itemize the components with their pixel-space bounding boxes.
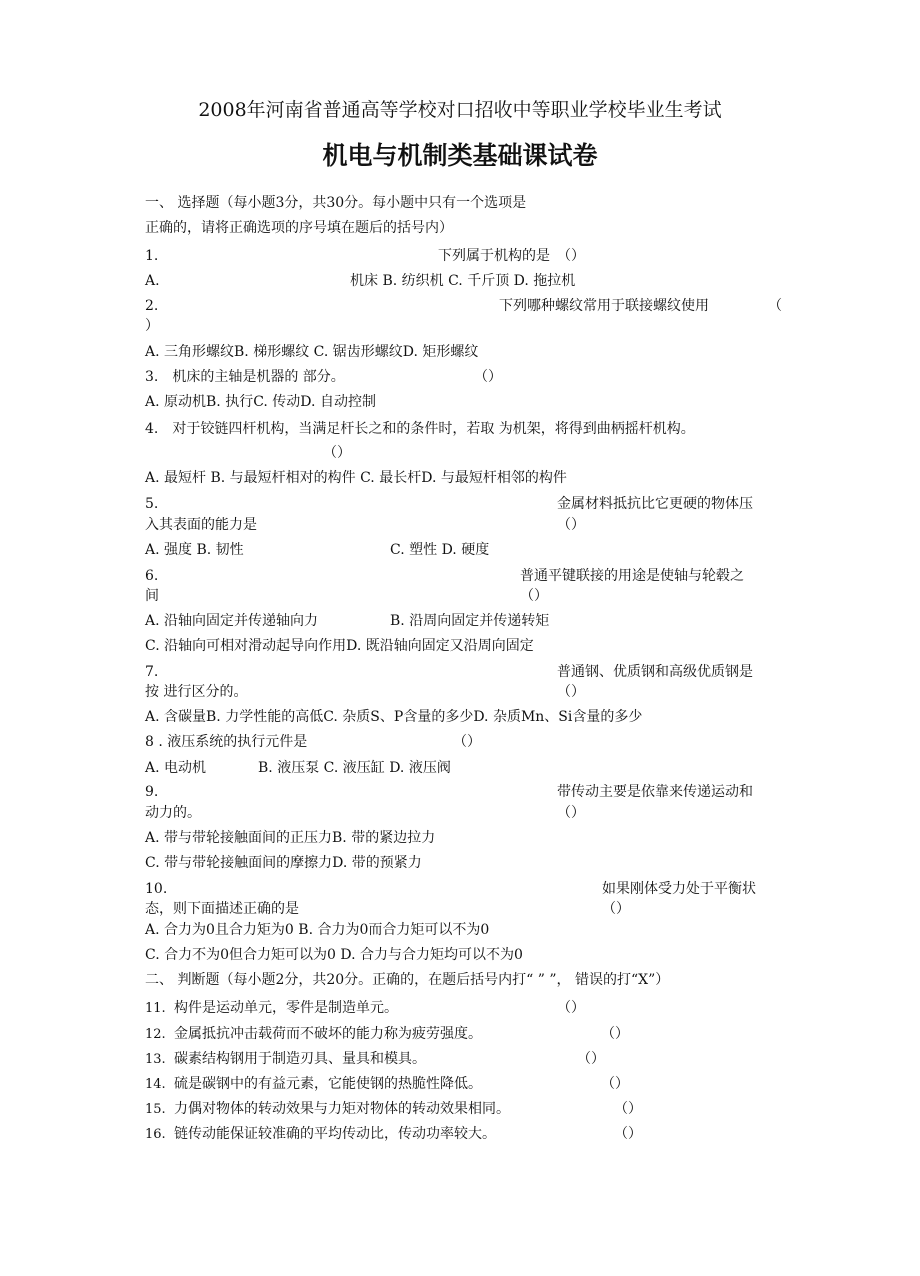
section1-header-line2: 正确的，请将正确选项的序号填在题后的括号内） (145, 220, 453, 236)
q2-number: 2. (145, 298, 159, 314)
tf-item-paren: （） (601, 1026, 629, 1042)
q8-option-a: A. 电动机 (145, 760, 207, 776)
q2-paren-close: ） (145, 318, 159, 334)
tf-item-text: 力偶对物体的转动效果与力矩对物体的转动效果相同。 (174, 1101, 510, 1117)
q10-number: 10. (145, 881, 168, 897)
q9-stem-line1: 带传动主要是依靠来传递运动和 (557, 784, 753, 800)
q6-paren: （） (520, 588, 548, 604)
q3-options: A. 原动机B. 执行C. 传动D. 自动控制 (145, 394, 376, 410)
q5-stem-line2: 入其表面的能力是 (145, 517, 257, 533)
q1-options: 机床 B. 纺织机 C. 千斤顶 D. 拖拉机 (350, 273, 576, 289)
q4-options: A. 最短杆 B. 与最短杆相对的构件 C. 最长杆D. 与最短杆相邻的构件 (145, 470, 567, 486)
q1-number: 1. (145, 248, 159, 264)
q7-stem-line2: 按 进行区分的。 (145, 684, 248, 700)
q8-options-bcd: B. 液压泵 C. 液压缸 D. 液压阀 (258, 760, 451, 776)
tf-item-text: 构件是运动单元，零件是制造单元。 (174, 1000, 398, 1016)
tf-item-paren: （） (577, 1051, 605, 1067)
q2-options: A. 三角形螺纹B. 梯形螺纹 C. 锯齿形螺纹D. 矩形螺纹 (145, 344, 479, 360)
q6-option-a: A. 沿轴向固定并传递轴向力 (145, 613, 319, 629)
exam-title-line2: 机电与机制类基础课试卷 (322, 141, 598, 170)
q9-paren: （） (557, 805, 585, 821)
q8-paren: （） (453, 734, 481, 750)
q3-stem: 3. 机床的主轴是机器的 部分。 (145, 369, 345, 385)
q7-paren: （） (557, 684, 585, 700)
q4-paren: （） (323, 445, 351, 461)
section1-header-line1: 一、 选择题（每小题3分，共30分。每小题中只有一个选项是 (145, 195, 527, 211)
tf-item-number: 13. (145, 1052, 166, 1067)
q10-options-cd: C. 合力不为0但合力矩可以为0 D. 合力与合力矩均可以不为0 (145, 947, 523, 963)
q5-options-cd: C. 塑性 D. 硬度 (390, 542, 490, 558)
tf-item-text: 硫是碳钢中的有益元素，它能使钢的热脆性降低。 (174, 1076, 482, 1092)
exam-title-line1: 2008年河南省普通高等学校对口招收中等职业学校毕业生考试 (198, 99, 722, 121)
q9-stem-line2: 动力的。 (145, 805, 201, 821)
q5-options-ab: A. 强度 B. 韧性 (145, 542, 244, 558)
q6-stem-line2: 间 (145, 588, 159, 604)
q6-number: 6. (145, 568, 159, 584)
q5-paren: （） (557, 517, 585, 533)
tf-item-number: 15. (145, 1102, 166, 1117)
tf-item-text: 金属抵抗冲击载荷而不破坏的能力称为疲劳强度。 (174, 1026, 482, 1042)
tf-item-text: 链传动能保证较准确的平均传动比，传动功率较大。 (174, 1126, 496, 1142)
tf-item-paren: （） (557, 1000, 585, 1016)
q7-options: A. 含碳量B. 力学性能的高低C. 杂质S、P含量的多少D. 杂质Mn、Si含量的多少 (145, 709, 643, 725)
q4-stem: 4. 对于铰链四杆机构，当满足杆长之和的条件时，若取 为机架，将得到曲柄摇杆机构。 (145, 421, 695, 437)
q1-option-label: A. (145, 273, 160, 289)
tf-item-number: 16. (145, 1127, 166, 1142)
q10-stem-line1: 如果刚体受力处于平衡状 (602, 881, 756, 897)
tf-item-text: 碳素结构钢用于制造刃具、量具和模具。 (174, 1051, 426, 1067)
q6-options-cd: C. 沿轴向可相对滑动起导向作用D. 既沿轴向固定又沿周向固定 (145, 638, 534, 654)
tf-item-number: 12. (145, 1027, 166, 1042)
q9-options-ab: A. 带与带轮接触面间的正压力B. 带的紧边拉力 (145, 830, 436, 846)
q5-stem-line1: 金属材料抵抗比它更硬的物体压 (557, 496, 753, 512)
tf-item-paren: （） (601, 1076, 629, 1092)
tf-item-number: 14. (145, 1077, 166, 1092)
q2-stem: 下列哪种螺纹常用于联接螺纹使用 (499, 298, 709, 314)
q7-number: 7. (145, 664, 159, 680)
tf-item-number: 11. (145, 1001, 166, 1016)
q6-stem-line1: 普通平键联接的用途是使轴与轮毂之 (520, 568, 744, 584)
tf-item-paren: （） (614, 1126, 642, 1142)
q10-paren: （） (602, 901, 630, 917)
q5-number: 5. (145, 496, 159, 512)
q7-stem-line1: 普通钢、优质钢和高级优质钢是 (557, 664, 753, 680)
q8-stem: 8 . 液压系统的执行元件是 (145, 734, 308, 750)
q1-stem: 下列属于机构的是 （） (438, 248, 585, 264)
q3-paren: （） (474, 369, 502, 385)
section2-header: 二、 判断题（每小题2分，共20分。正确的，在题后括号内打“ ” ”， 错误的打“X”） (145, 972, 670, 988)
q9-options-cd: C. 带与带轮接触面间的摩擦力D. 带的预紧力 (145, 855, 422, 871)
q9-number: 9. (145, 784, 159, 800)
q10-stem-line2: 态，则下面描述正确的是 (145, 901, 299, 917)
q2-paren-open: （ (768, 298, 782, 314)
q6-option-b: B. 沿周向固定并传递转矩 (390, 613, 550, 629)
q10-options-ab: A. 合力为0且合力矩为0 B. 合力为0而合力矩可以不为0 (145, 922, 490, 938)
tf-item-paren: （） (614, 1101, 642, 1117)
